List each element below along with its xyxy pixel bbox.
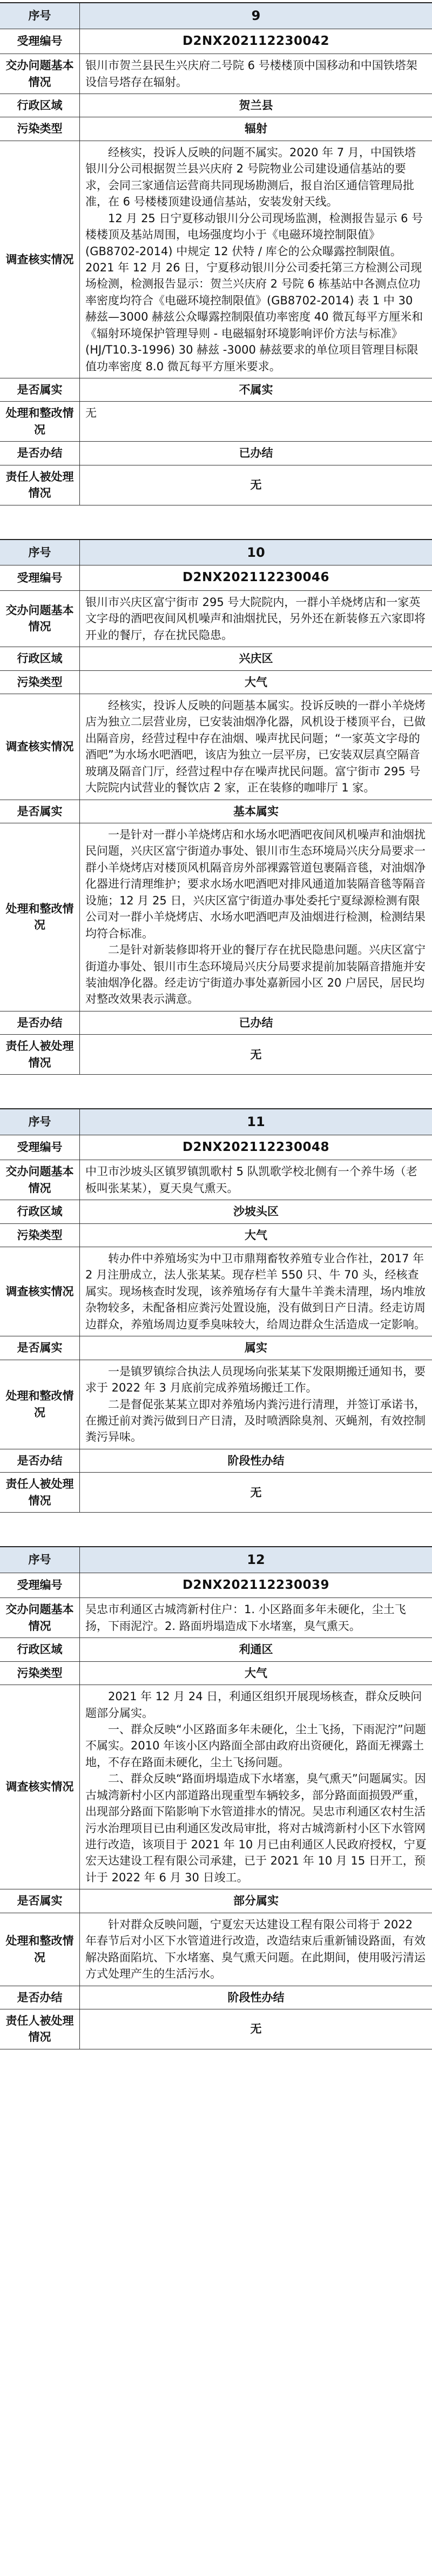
row-value-handling — [80, 1913, 432, 1986]
row-value-handling — [80, 1360, 432, 1449]
row-label: 责任人被处理情况 — [0, 465, 80, 505]
row-value-issue: 银川市兴庆区富宁街市 295 号大院院内，一群小羊烧烤店和一家英文字母的酒吧夜间风机噪声和油烟扰民，另外还在新装修五六家即将开业的餐厅，存在扰民隐患。 — [80, 591, 432, 647]
verdict-value: 属实 — [80, 1336, 432, 1360]
row-value-investigation — [80, 141, 432, 378]
case-table — [0, 539, 432, 1075]
closed-value: 阶段性办结 — [80, 1449, 432, 1473]
row-label: 行政区域 — [0, 1200, 80, 1223]
row-label: 是否属实 — [0, 800, 80, 823]
row-value-region: 沙坡头区 — [80, 1200, 432, 1223]
row-label: 污染类型 — [0, 671, 80, 694]
paragraph: 2021 年 12 月 24 日，利通区组织开展现场核查，群众反映问题部分属实。 — [85, 1690, 422, 1720]
case-table — [0, 2, 432, 505]
case-table — [0, 1108, 432, 1513]
row-label: 调查核实情况 — [0, 1685, 80, 1889]
seq-number: 10 — [80, 540, 432, 566]
code-value: D2NX202112230039 — [80, 1573, 432, 1598]
paragraph: 经核实，投诉人反映的问题不属实。2020 年 7 月，中国铁塔银川分公司根据贺兰县兴庆府 2 号院物业公司建设通信基站的要求，会同三家通信运营商共同现场勘测后，报自治区通信管理局批准，在 6 号楼楼顶建设通信基站，安装发射天线。 — [85, 145, 416, 209]
row-label: 行政区域 — [0, 94, 80, 117]
row-label: 是否办结 — [0, 1986, 80, 2009]
verdict-value: 不属实 — [80, 378, 432, 402]
case-header — [0, 1109, 432, 1135]
row-value-issue: 银川市贺兰县民生兴庆府二号院 6 号楼楼顶中国移动和中国铁塔架设信号塔存在辐射。 — [80, 54, 432, 94]
closed-value: 阶段性办结 — [80, 1986, 432, 2009]
row-label: 污染类型 — [0, 117, 80, 141]
closed-value: 已办结 — [80, 442, 432, 465]
case-header — [0, 540, 432, 566]
paragraph: 经核实，投诉人反映的问题基本属实。投诉反映的一群小羊烧烤店为独立二层营业房，已安装油烟净化器，风机设于楼顶平台，已做出隔音房，经营过程中存在油烟、噪声扰民问题；“一家英文字母的酒吧”为水场水吧酒吧，该店为独立一层平房，已安装双层真空隔音玻璃及隔音门厅，经营过程中存在噪声扰民问题。富宁街市 295 号大院院内试营业的餐饮店 2 家，正在装修的咖啡厅 1 家。 — [85, 698, 426, 795]
row-value-issue: 吴忠市利通区古城湾新村住户：1. 小区路面多年未硬化，尘土飞扬，下雨泥泞。2. 路面坍塌造成下水堵塞，臭气熏天。 — [80, 1598, 432, 1638]
row-label: 交办问题基本情况 — [0, 1160, 80, 1200]
code-row — [0, 29, 432, 54]
seq-number: 11 — [80, 1109, 432, 1135]
row-label: 处理和整改情况 — [0, 823, 80, 1011]
code-label: 受理编号 — [0, 565, 80, 590]
code-row — [0, 1135, 432, 1160]
row-value-pollution: 辐射 — [80, 117, 432, 141]
row-value-region: 利通区 — [80, 1638, 432, 1661]
seq-label: 序号 — [0, 1547, 80, 1573]
row-value-region: 兴庆区 — [80, 647, 432, 670]
case-grid — [0, 3, 432, 505]
paragraph: 一、群众反映“小区路面多年未硬化，尘土飞扬，下雨泥泞”问题不属实。2010 年该小区内路面全部由政府出资硬化，路面无裸露土地，不存在路面未硬化，尘土飞扬问题。 — [85, 1722, 426, 1769]
paragraph: 针对群众反映问题，宁夏宏天达建设工程有限公司将于 2022 年春节后对小区下水管道进行改造，改造结束后重新铺设路面，有效解决路面陷坑、下水堵塞、臭气熏天问题。在此期间，使用吸污清运方式处理产生的生活污水。 — [85, 1918, 426, 1981]
paragraph: 一是镇罗镇综合执法人员现场向张某某下发限期搬迁通知书，要求于 2022 年 3 月底前完成养殖场搬迁工作。 — [85, 1364, 426, 1395]
row-label: 处理和整改情况 — [0, 402, 80, 442]
row-label: 是否属实 — [0, 1889, 80, 1913]
row-label: 是否办结 — [0, 1011, 80, 1035]
code-label: 受理编号 — [0, 29, 80, 54]
row-label: 调查核实情况 — [0, 141, 80, 378]
handling-value: 无 — [80, 402, 432, 442]
verdict-value: 基本属实 — [80, 800, 432, 823]
row-label: 是否办结 — [0, 442, 80, 465]
code-row — [0, 565, 432, 590]
code-label: 受理编号 — [0, 1135, 80, 1160]
row-value-issue: 中卫市沙坡头区镇罗镇凯歌村 5 队凯歌学校北侧有一个养牛场（老板叫张某某），夏天臭气熏天。 — [80, 1160, 432, 1200]
row-label: 交办问题基本情况 — [0, 54, 80, 94]
row-label: 处理和整改情况 — [0, 1360, 80, 1449]
row-label: 责任人被处理情况 — [0, 1035, 80, 1075]
verdict-value: 部分属实 — [80, 1889, 432, 1913]
paragraph: 二是针对新装修即将开业的餐厅存在扰民隐患问题。兴庆区富宁街道办事处、银川市生态环境局兴庆分局要求提前加装隔音措施并安装油烟净化器。经走访宁街道办事处嘉新园小区 20 户居民，居民均对整改效果表示满意。 — [85, 943, 426, 1006]
case-header — [0, 1547, 432, 1573]
paragraph: 转办件中养殖场实为中卫市鼎翔畜牧养殖专业合作社，2017 年 2 月注册成立，法人张某某。现存栏羊 550 只、牛 70 头，经核查属实。现场核查时发现，该养殖场存有大量牛羊粪未清理，场内堆放杂物较多，未配备相应粪污处置设施，没有做到日产日清。经走访周边群众，养殖场周边夏季臭味较大，给周边群众生活造成一定影响。 — [85, 1252, 426, 1331]
row-label: 交办问题基本情况 — [0, 591, 80, 647]
seq-number: 9 — [80, 3, 432, 29]
responsible-value: 无 — [80, 465, 432, 505]
row-label: 是否属实 — [0, 1336, 80, 1360]
paragraph: 12 月 25 日宁夏移动银川分公司现场监测，检测报告显示 6 号楼楼顶及基站周围，电场强度均小于《电磁环境控制限值》(GB8702-2014) 中规定 12 伏特 / 库仑的公众曝露控制限值。2021 年 12 月 26 日，宁夏移动银川分公司委托第三方检测公司现场检测，检测报告显示：贺兰兴庆府 2 号院 6 栋基站中各测点位功率密度均符合《电磁环境控制限值》(GB8702-2014) 表 1 中 30 赫兹—3000 赫兹公众曝露控制限值功率密度 40 微瓦每平方厘米和《辐射环境保护管理导则 - 电磁辐射环境影响评价方法与标准》(HJ/T10.3-1996) 30 赫兹 -3000 赫兹要求的单位项目管理目标限值功率密度 8.0 微瓦每平方厘米要求。 — [85, 211, 423, 373]
case-table — [0, 1546, 432, 2049]
seq-label: 序号 — [0, 3, 80, 29]
row-label: 污染类型 — [0, 1224, 80, 1247]
seq-label: 序号 — [0, 540, 80, 566]
code-value: D2NX202112230046 — [80, 565, 432, 590]
case-grid — [0, 540, 432, 1075]
closed-value: 已办结 — [80, 1011, 432, 1035]
row-label: 责任人被处理情况 — [0, 1473, 80, 1513]
row-value-pollution: 大气 — [80, 1662, 432, 1685]
seq-label: 序号 — [0, 1109, 80, 1135]
case-header — [0, 3, 432, 29]
paragraph: 二是督促张某某立即对养殖场内粪污进行清理，并签订承诺书，在搬迁前对粪污做到日产日清，及时喷洒除臭剂、灭蝇剂，有效控制粪污异味。 — [85, 1397, 426, 1444]
row-label: 行政区域 — [0, 647, 80, 670]
row-value-handling — [80, 823, 432, 1011]
row-label: 调查核实情况 — [0, 694, 80, 800]
code-value: D2NX202112230048 — [80, 1135, 432, 1160]
row-value-investigation — [80, 1247, 432, 1336]
row-label: 交办问题基本情况 — [0, 1598, 80, 1638]
paragraph: 二、群众反映“路面坍塌造成下水堵塞，臭气熏天”问题属实。因古城湾新村小区内部道路出现重型车辆较多，部分路面面损毁严重，出现部分路面下陷影响下水管道排水的情况。吴忠市利通区农村生活污水治理项目已由利通区发改局审批，将对古城湾新村小区下水管网进行改造，该项目于 2021 年 10 月已由利通区人民政府授权，宁夏宏天达建设工程有限公司承建，已于 2021 年 10 月 15 日开工，预计于 2022 年 6 月 30 日竣工。 — [85, 1772, 427, 1884]
row-label: 是否办结 — [0, 1449, 80, 1473]
row-label: 责任人被处理情况 — [0, 2009, 80, 2049]
responsible-value: 无 — [80, 1473, 432, 1513]
row-value-pollution: 大气 — [80, 1224, 432, 1247]
row-label: 调查核实情况 — [0, 1247, 80, 1336]
case-grid — [0, 1109, 432, 1513]
row-label: 是否属实 — [0, 378, 80, 402]
row-value-investigation — [80, 1685, 432, 1889]
row-value-investigation — [80, 694, 432, 800]
code-row — [0, 1573, 432, 1598]
row-value-pollution: 大气 — [80, 671, 432, 694]
row-value-region: 贺兰县 — [80, 94, 432, 117]
code-value: D2NX202112230042 — [80, 29, 432, 54]
seq-number: 12 — [80, 1547, 432, 1573]
row-label: 行政区域 — [0, 1638, 80, 1661]
paragraph: 一是针对一群小羊烧烤店和水场水吧酒吧夜间风机噪声和油烟扰民问题，兴庆区富宁街道办事处、银川市生态环境局兴庆分局要求一群小羊烧烤店对楼顶风机隔音房外部裸露管道包裹隔音毯，对油烟净化器进行清理维护；要求水场水吧酒吧对排风通道加装隔音毯等隔音设施；12 月 25 日，兴庆区富宁街道办事处委托宁夏绿源检测有限公司对一群小羊烧烤店、水场水吧酒吧声及油烟进行检测，检测结果均符合标准。 — [85, 828, 426, 940]
row-label: 处理和整改情况 — [0, 1913, 80, 1986]
responsible-value: 无 — [80, 1035, 432, 1075]
row-label: 污染类型 — [0, 1662, 80, 1685]
responsible-value: 无 — [80, 2009, 432, 2049]
case-grid — [0, 1547, 432, 2049]
code-label: 受理编号 — [0, 1573, 80, 1598]
